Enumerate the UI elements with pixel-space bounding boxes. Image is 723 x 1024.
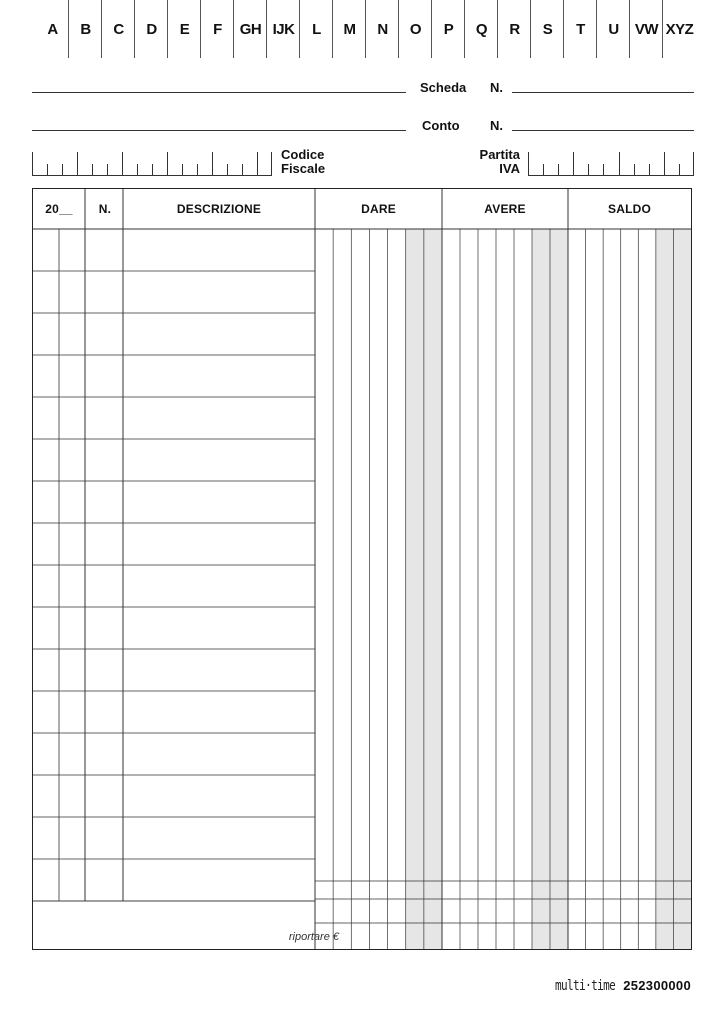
conto-line-left (32, 130, 406, 131)
footer (555, 978, 691, 993)
index-tab-separator (299, 0, 300, 58)
box-tick (543, 164, 544, 176)
index-tab-f: F (213, 20, 222, 38)
index-tab-gh: GH (239, 20, 262, 38)
scheda-number-line[interactable] (512, 92, 694, 93)
box-tick (634, 164, 635, 176)
riportare-label: riportare € (288, 931, 339, 943)
partita-label-line2: IVA (499, 161, 520, 176)
box-tick (227, 164, 228, 176)
box-tick (573, 152, 574, 176)
conto-label: Conto (422, 118, 460, 133)
index-tab-separator (200, 0, 201, 58)
index-tab-separator (101, 0, 102, 58)
index-tab-t: T (576, 20, 585, 38)
box-tick (212, 152, 213, 176)
box-tick (197, 164, 198, 176)
index-tab-c: C (113, 20, 124, 38)
box-tick (271, 152, 272, 176)
ledger-table (32, 188, 692, 950)
box-tick (603, 164, 604, 176)
box-tick (122, 152, 123, 176)
index-tab-s: S (542, 20, 553, 38)
index-tab-p: P (443, 20, 454, 38)
box-tick (107, 164, 108, 176)
col-header-year: 20__ (45, 202, 73, 216)
index-tab-ijk: IJK (272, 20, 295, 38)
index-tab-separator (365, 0, 366, 58)
box-tick (32, 152, 33, 176)
box-tick (679, 164, 680, 176)
index-tab-o: O (409, 20, 422, 38)
index-tab-b: B (80, 20, 91, 38)
box-tick (588, 164, 589, 176)
index-tab-separator (233, 0, 234, 58)
box-tick (257, 152, 258, 176)
brand-logo: multi·time (554, 977, 616, 994)
index-tab-separator (68, 0, 69, 58)
index-tab-separator (167, 0, 168, 58)
index-tab-separator (266, 0, 267, 58)
conto-number-label: N. (490, 118, 503, 133)
index-tab-l: L (312, 20, 321, 38)
index-tab-separator (431, 0, 432, 58)
index-tab-separator (398, 0, 399, 58)
box-tick (47, 164, 48, 176)
partita-iva-boxes[interactable] (528, 148, 694, 176)
box-tick (182, 164, 183, 176)
index-tab-m: M (343, 20, 356, 38)
partita-iva-baseline (528, 175, 694, 176)
index-tab-a: A (47, 20, 58, 38)
box-tick (649, 164, 650, 176)
codice-fiscale-label (281, 148, 325, 176)
col-header-descrizione: DESCRIZIONE (176, 202, 262, 216)
col-header-avere: AVERE (484, 202, 526, 216)
index-tab-separator (530, 0, 531, 58)
conto-number-line[interactable] (512, 130, 694, 131)
index-tab-separator (464, 0, 465, 58)
index-tab-separator (563, 0, 564, 58)
box-tick (242, 164, 243, 176)
index-tab-u: U (608, 20, 619, 38)
index-tab-d: D (146, 20, 157, 38)
index-tab-xyz: XYZ (665, 20, 694, 38)
product-code: 252300000 (623, 978, 691, 993)
col-header-dare: DARE (361, 202, 396, 216)
box-tick (693, 152, 694, 176)
box-tick (619, 152, 620, 176)
index-tab-separator (596, 0, 597, 58)
box-tick (92, 164, 93, 176)
col-header-number: N. (98, 202, 112, 216)
scheda-label: Scheda (420, 80, 467, 95)
index-tab-e: E (179, 20, 190, 38)
alphabet-index-tabs (36, 0, 696, 58)
col-header-saldo: SALDO (608, 202, 651, 216)
index-tab-separator (662, 0, 663, 58)
box-tick (137, 164, 138, 176)
index-tab-separator (497, 0, 498, 58)
box-tick (664, 152, 665, 176)
scheda-line-left (32, 92, 406, 93)
partita-iva-label (476, 148, 520, 176)
codice-label-line1: Codice (281, 147, 325, 162)
box-tick (167, 152, 168, 176)
index-tab-separator (629, 0, 630, 58)
codice-label-line2: Fiscale (281, 161, 326, 176)
index-tab-n: N (377, 20, 388, 38)
scheda-number-label: N. (490, 80, 503, 95)
codice-fiscale-boxes[interactable] (32, 148, 272, 176)
index-tab-r: R (509, 20, 520, 38)
box-tick (558, 164, 559, 176)
box-tick (528, 152, 529, 176)
box-tick (77, 152, 78, 176)
index-tab-q: Q (475, 20, 488, 38)
ledger-grid (33, 189, 691, 949)
index-tab-vw: VW (634, 20, 659, 38)
box-tick (62, 164, 63, 176)
index-tab-separator (134, 0, 135, 58)
partita-label-line1: Partita (479, 147, 520, 162)
index-tab-separator (332, 0, 333, 58)
box-tick (152, 164, 153, 176)
